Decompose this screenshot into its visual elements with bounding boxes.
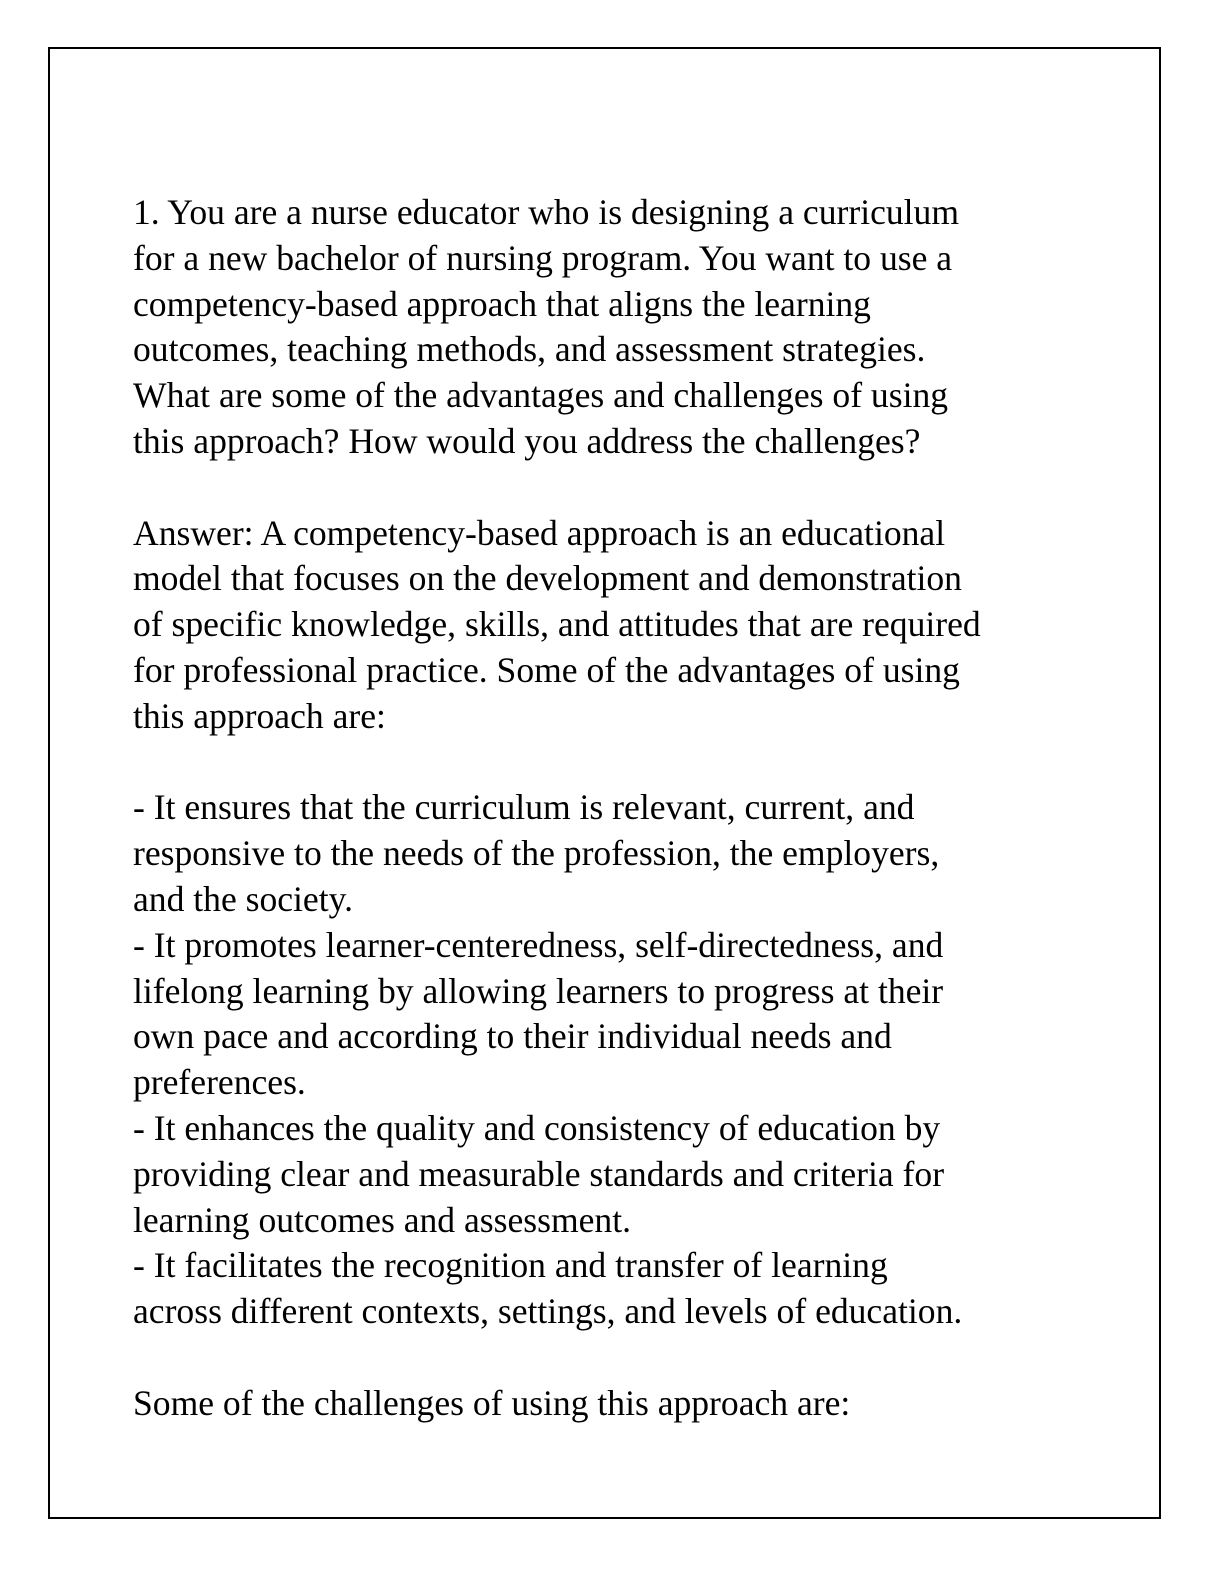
- advantage-line: preferences.: [133, 1062, 306, 1103]
- advantage-line: providing clear and measurable standards and criteria for: [133, 1153, 945, 1194]
- advantage-item: [133, 785, 1133, 922]
- answer-line: for professional practice. Some of the advantages of using: [133, 649, 960, 690]
- advantage-line: own pace and according to their individual needs and: [133, 1016, 892, 1057]
- answer-line: of specific knowledge, skills, and attitudes that are required: [133, 604, 981, 645]
- paragraph-gap: [133, 740, 1133, 786]
- advantage-line: - It ensures that the curriculum is relevant, current, and: [133, 787, 915, 828]
- advantage-line: and the society.: [133, 878, 353, 919]
- advantage-line: - It facilitates the recognition and transfer of learning: [133, 1245, 888, 1286]
- answer-line: Answer: A competency-based approach is an educational: [133, 512, 946, 553]
- challenges-intro: Some of the challenges of using this approach are:: [133, 1382, 851, 1423]
- advantages-list: [133, 785, 1133, 1335]
- advantage-line: responsive to the needs of the profession, the employers,: [133, 833, 940, 874]
- question-line: for a new bachelor of nursing program. You want to use a: [133, 237, 953, 278]
- question-line: outcomes, teaching methods, and assessment strategies.: [133, 329, 926, 370]
- document-body: [133, 190, 1133, 1427]
- advantage-line: - It enhances the quality and consistency of education by: [133, 1107, 941, 1148]
- question-paragraph: [133, 190, 1133, 465]
- advantage-line: - It promotes learner-centeredness, self-directedness, and: [133, 924, 944, 965]
- advantage-item: [133, 1243, 1133, 1335]
- paragraph-gap: [133, 465, 1133, 511]
- advantage-line: lifelong learning by allowing learners to progress at their: [133, 970, 944, 1011]
- advantage-item: [133, 1106, 1133, 1243]
- paragraph-gap: [133, 1335, 1133, 1381]
- answer-line: this approach are:: [133, 695, 386, 736]
- question-line: competency-based approach that aligns the learning: [133, 283, 871, 324]
- answer-intro-paragraph: [133, 511, 1133, 740]
- question-line: this approach? How would you address the challenges?: [133, 420, 921, 461]
- question-line: 1. You are a nurse educator who is designing a curriculum: [133, 192, 960, 232]
- advantage-line: learning outcomes and assessment.: [133, 1199, 631, 1240]
- advantage-line: across different contexts, settings, and levels of education.: [133, 1291, 963, 1332]
- answer-line: model that focuses on the development and demonstration: [133, 558, 962, 599]
- question-line: What are some of the advantages and challenges of using: [133, 375, 949, 416]
- advantage-item: [133, 923, 1133, 1106]
